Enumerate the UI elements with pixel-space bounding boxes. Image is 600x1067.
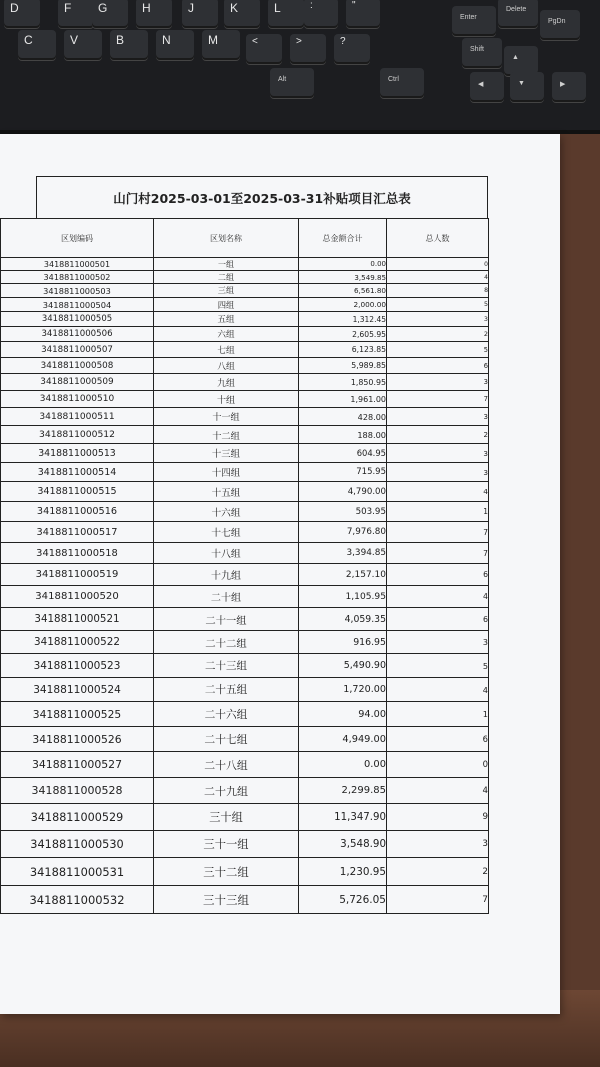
region-code-cell: 3418811000522 [1,631,154,654]
region-name-cell: 三十三组 [154,886,299,914]
summary-table [0,218,489,914]
region-code-cell: 3418811000513 [1,444,154,463]
keyboard-key [510,72,544,102]
region-code-cell: 3418811000506 [1,327,154,342]
total-amount-cell: 11,347.90 [299,804,387,831]
key-label: G [98,1,108,15]
total-amount-cell: 4,949.00 [299,727,387,752]
region-code-cell: 3418811000503 [1,284,154,298]
table-body [1,258,489,914]
region-name-cell: 九组 [154,374,299,391]
total-people-cell: 4 [387,678,489,702]
total-amount-cell: 1,961.00 [299,391,387,408]
header-region-name: 区划名称 [154,219,299,258]
total-people-cell: 4 [387,271,489,284]
region-name-cell: 三十二组 [154,858,299,886]
total-amount-cell: 6,123.85 [299,342,387,358]
table-row [1,444,489,463]
table-row [1,374,489,391]
key-label: PgDn [548,18,566,25]
keyboard-key [268,0,304,28]
total-people-cell: 7 [387,391,489,408]
key-label: M [208,33,218,47]
region-name-cell: 十三组 [154,444,299,463]
total-people-cell: 8 [387,284,489,298]
region-code-cell: 3418811000509 [1,374,154,391]
key-label: H [142,1,151,15]
keyboard-key [540,10,580,40]
region-code-cell: 3418811000531 [1,858,154,886]
key-label: N [162,33,171,47]
key-label: Delete [506,6,527,13]
key-label: L [274,1,281,15]
total-amount-cell: 715.95 [299,463,387,482]
key-label: < [252,36,258,47]
region-name-cell: 二十三组 [154,654,299,678]
region-name-cell: 十七组 [154,522,299,543]
total-people-cell: 3 [387,408,489,426]
region-code-cell: 3418811000516 [1,502,154,522]
region-code-cell: 3418811000510 [1,391,154,408]
keyboard-key [452,6,496,36]
table-row [1,426,489,444]
total-people-cell: 0 [387,258,489,271]
total-people-cell: 7 [387,522,489,543]
table-row [1,342,489,358]
region-name-cell: 一组 [154,258,299,271]
key-label: ◀ [478,81,484,88]
key-label: K [230,1,239,15]
region-name-cell: 十二组 [154,426,299,444]
keyboard-key [346,0,380,28]
table-row [1,608,489,631]
key-label: J [188,1,194,15]
key-label: B [116,33,125,47]
table-row [1,258,489,271]
total-people-cell: 6 [387,608,489,631]
region-name-cell: 三十组 [154,804,299,831]
keyboard-key [270,68,314,98]
table-row [1,463,489,482]
table-row [1,502,489,522]
document-title: 山门村2025-03-01至2025-03-31补贴项目汇总表 [36,176,488,218]
region-name-cell: 十五组 [154,482,299,502]
header-total-people: 总人数 [387,219,489,258]
key-label: ▼ [518,80,525,87]
keyboard-key [246,34,282,64]
table-row [1,886,489,914]
key-label: ▶ [560,81,566,88]
table-row [1,858,489,886]
total-people-cell: 6 [387,564,489,586]
table-header-row [1,219,489,258]
key-label: Ctrl [388,76,399,83]
key-label: Shift [470,46,485,53]
key-label: Alt [278,76,287,83]
total-people-cell: 3 [387,631,489,654]
total-amount-cell: 503.95 [299,502,387,522]
region-name-cell: 六组 [154,327,299,342]
table-row [1,312,489,327]
total-amount-cell: 916.95 [299,631,387,654]
table-row [1,702,489,727]
region-code-cell: 3418811000519 [1,564,154,586]
table-row [1,522,489,543]
total-amount-cell: 5,490.90 [299,654,387,678]
key-label: Enter [460,14,477,21]
total-people-cell: 9 [387,804,489,831]
region-code-cell: 3418811000502 [1,271,154,284]
total-people-cell: 3 [387,831,489,858]
table-row [1,284,489,298]
table-row [1,391,489,408]
region-code-cell: 3418811000530 [1,831,154,858]
keyboard-key [224,0,260,28]
total-amount-cell: 1,105.95 [299,586,387,608]
total-people-cell: 2 [387,426,489,444]
key-label: > [296,36,302,47]
region-code-cell: 3418811000525 [1,702,154,727]
total-amount-cell: 6,561.80 [299,284,387,298]
total-people-cell: 4 [387,482,489,502]
table-row [1,271,489,284]
total-people-cell: 3 [387,463,489,482]
keyboard-key [334,34,370,64]
table-row [1,543,489,564]
region-code-cell: 3418811000527 [1,752,154,778]
region-name-cell: 二十五组 [154,678,299,702]
total-people-cell: 3 [387,444,489,463]
total-amount-cell: 1,312.45 [299,312,387,327]
region-name-cell: 五组 [154,312,299,327]
table-row [1,654,489,678]
region-name-cell: 十六组 [154,502,299,522]
keyboard-key [4,0,40,28]
region-code-cell: 3418811000505 [1,312,154,327]
region-name-cell: 二十一组 [154,608,299,631]
total-amount-cell: 2,157.10 [299,564,387,586]
total-amount-cell: 0.00 [299,258,387,271]
keyboard-key [304,0,338,28]
region-name-cell: 二十八组 [154,752,299,778]
header-total-amount: 总金额合计 [299,219,387,258]
key-label: ▲ [512,54,519,61]
key-label: F [64,1,72,15]
total-amount-cell: 94.00 [299,702,387,727]
total-people-cell: 6 [387,727,489,752]
keyboard-key [156,30,194,60]
region-code-cell: 3418811000521 [1,608,154,631]
table-row [1,327,489,342]
keyboard-key [18,30,56,60]
region-code-cell: 3418811000515 [1,482,154,502]
total-amount-cell: 2,299.85 [299,778,387,804]
table-row [1,778,489,804]
keyboard-key [552,72,586,102]
table-row [1,586,489,608]
total-people-cell: 4 [387,778,489,804]
total-amount-cell: 5,726.05 [299,886,387,914]
region-code-cell: 3418811000524 [1,678,154,702]
total-amount-cell: 3,549.85 [299,271,387,284]
region-name-cell: 四组 [154,298,299,312]
region-name-cell: 二十组 [154,586,299,608]
region-name-cell: 二十二组 [154,631,299,654]
total-amount-cell: 604.95 [299,444,387,463]
key-label: ? [340,36,346,47]
keyboard-key [470,72,504,102]
total-people-cell: 5 [387,654,489,678]
total-amount-cell: 1,850.95 [299,374,387,391]
total-amount-cell: 1,230.95 [299,858,387,886]
keyboard-key [136,0,172,28]
region-code-cell: 3418811000511 [1,408,154,426]
keyboard-key [202,30,240,60]
keyboard-key [498,0,538,28]
table-row [1,358,489,374]
total-amount-cell: 1,720.00 [299,678,387,702]
region-name-cell: 八组 [154,358,299,374]
total-people-cell: 1 [387,702,489,727]
region-code-cell: 3418811000514 [1,463,154,482]
keyboard-key [462,38,502,68]
region-name-cell: 二十七组 [154,727,299,752]
region-name-cell: 十组 [154,391,299,408]
total-people-cell: 3 [387,312,489,327]
total-people-cell: 5 [387,298,489,312]
total-people-cell: 5 [387,342,489,358]
region-name-cell: 三组 [154,284,299,298]
header-region-code: 区划编码 [1,219,154,258]
total-people-cell: 4 [387,586,489,608]
table-row [1,752,489,778]
key-label: D [10,1,19,15]
total-amount-cell: 188.00 [299,426,387,444]
key-label: " [352,0,356,11]
total-amount-cell: 2,000.00 [299,298,387,312]
total-amount-cell: 4,059.35 [299,608,387,631]
table-row [1,298,489,312]
keyboard-key [290,34,326,64]
region-code-cell: 3418811000529 [1,804,154,831]
region-code-cell: 3418811000528 [1,778,154,804]
total-amount-cell: 3,548.90 [299,831,387,858]
region-code-cell: 3418811000517 [1,522,154,543]
total-amount-cell: 5,989.85 [299,358,387,374]
region-code-cell: 3418811000520 [1,586,154,608]
key-label: : [310,0,313,11]
subsidy-summary-sheet [0,176,488,907]
total-amount-cell: 0.00 [299,752,387,778]
region-name-cell: 十八组 [154,543,299,564]
region-code-cell: 3418811000512 [1,426,154,444]
total-amount-cell: 3,394.85 [299,543,387,564]
region-name-cell: 十四组 [154,463,299,482]
total-people-cell: 2 [387,327,489,342]
total-people-cell: 3 [387,374,489,391]
total-people-cell: 0 [387,752,489,778]
keyboard [0,0,600,134]
total-amount-cell: 4,790.00 [299,482,387,502]
region-code-cell: 3418811000518 [1,543,154,564]
region-name-cell: 三十一组 [154,831,299,858]
table-row [1,727,489,752]
total-people-cell: 7 [387,886,489,914]
region-name-cell: 十一组 [154,408,299,426]
region-code-cell: 3418811000501 [1,258,154,271]
region-name-cell: 二十九组 [154,778,299,804]
region-name-cell: 七组 [154,342,299,358]
total-amount-cell: 428.00 [299,408,387,426]
region-code-cell: 3418811000532 [1,886,154,914]
region-code-cell: 3418811000523 [1,654,154,678]
region-code-cell: 3418811000507 [1,342,154,358]
table-row [1,831,489,858]
key-label: C [24,33,33,47]
table-row [1,631,489,654]
total-amount-cell: 2,605.95 [299,327,387,342]
table-row [1,564,489,586]
total-people-cell: 7 [387,543,489,564]
keyboard-key [110,30,148,60]
region-code-cell: 3418811000526 [1,727,154,752]
table-row [1,408,489,426]
table-row [1,678,489,702]
total-people-cell: 1 [387,502,489,522]
keyboard-key [64,30,102,60]
keyboard-key [182,0,218,28]
region-name-cell: 十九组 [154,564,299,586]
keyboard-key [58,0,94,28]
total-people-cell: 2 [387,858,489,886]
table-row [1,482,489,502]
table-row [1,804,489,831]
total-amount-cell: 7,976.80 [299,522,387,543]
region-code-cell: 3418811000504 [1,298,154,312]
region-name-cell: 二组 [154,271,299,284]
keyboard-key [92,0,128,28]
keyboard-key [380,68,424,98]
key-label: V [70,33,79,47]
region-code-cell: 3418811000508 [1,358,154,374]
total-people-cell: 6 [387,358,489,374]
region-name-cell: 二十六组 [154,702,299,727]
